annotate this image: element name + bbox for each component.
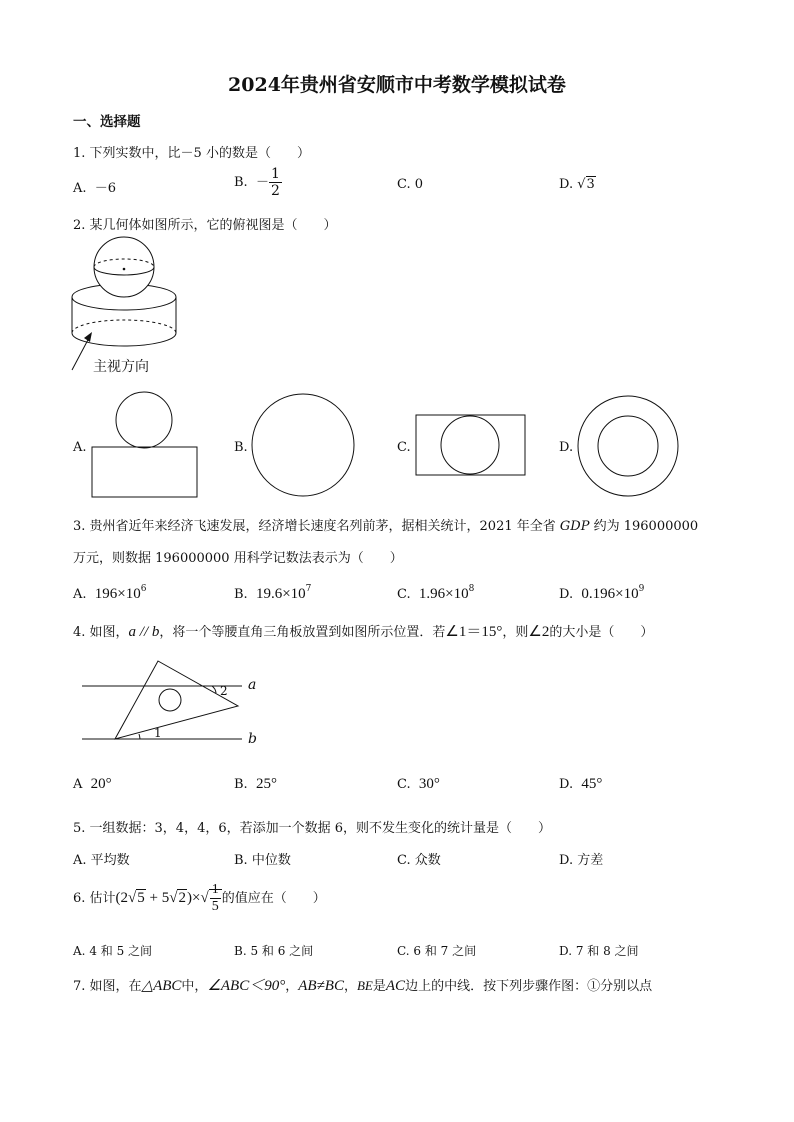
q6-expr-radicand1: 5 (137, 889, 145, 906)
q4-angle1-cond: ∠1＝15° (445, 624, 503, 640)
q1-b-sign: － (255, 175, 269, 190)
q5-option-a (73, 849, 130, 868)
q5-d-label: D. (559, 853, 574, 868)
q4-option-d (559, 776, 602, 793)
q6-frac-num: 1 (211, 882, 219, 897)
q7-is: 是 (372, 979, 386, 994)
q6-a-value: 4 和 5 之间 (89, 944, 153, 958)
q4-line-a-label: a (248, 677, 257, 693)
q4-angle2-label: 2 (220, 684, 228, 698)
q6-option-c (397, 942, 476, 959)
q3-c-label: C. (397, 587, 411, 602)
q3-d-base: 0.196×10 (581, 586, 639, 602)
q6-c-value: 6 和 7 之间 (413, 944, 477, 958)
q5-a-value: 平均数 (90, 853, 130, 868)
q7-zhong: 中， (181, 979, 208, 994)
q1-option-d: D. √3 (559, 177, 595, 192)
q3-gdp: GDP (559, 519, 590, 534)
q6-expr-plus: + 5 (145, 889, 170, 906)
q6-d-value: 7 和 8 之间 (575, 944, 639, 958)
q2-stem: 2. 某几何体如图所示，它的俯视图是（ ） (73, 218, 337, 233)
q7-stem-pre: 7. 如图，在 (73, 979, 142, 994)
q6-expr-close: )× (186, 889, 201, 906)
q5-stem: 5. 一组数据：3，4，4，6，若添加一个数据 6，则不发生变化的统计量是（ ） (73, 821, 552, 836)
q7-stem-post: 边上的中线．按下列步骤作图：①分别以点 (405, 979, 653, 994)
q3-b-label: B. (234, 587, 248, 602)
q3-a-exp: 6 (140, 584, 147, 594)
q1-d-radicand: 3 (586, 177, 595, 192)
q5-a-label: A. (73, 853, 87, 868)
q6-fraction (210, 882, 221, 915)
q1-c-value: 0 (414, 177, 424, 192)
q6-a-label: A. (73, 944, 86, 958)
q6-expr-open: (2 (115, 889, 129, 906)
q4-c-value: 30° (418, 776, 440, 792)
q4-option-a (73, 776, 112, 793)
q4-stem-end: 的大小是（ ） (549, 625, 654, 640)
q2-view-direction-label: 主视方向 (93, 359, 149, 375)
q5-b-label: B. (234, 853, 248, 868)
q4-d-value: 45° (581, 776, 603, 792)
q7-comma: ， (285, 979, 299, 994)
q3-stem-line2: 万元，则数据 196000000 用科学记数法表示为（ ） (73, 551, 403, 566)
q6-expr-radicand2: 2 (178, 889, 186, 906)
q3-d-label: D. (559, 587, 574, 602)
page-title: 2024年贵州省安顺市中考数学模拟试卷 (228, 74, 566, 96)
q1-b-numerator: 1 (270, 166, 280, 182)
q7-triangle: △ABC (141, 978, 182, 994)
q4-line-b-label: b (248, 731, 257, 747)
q3-c-exp: 8 (468, 584, 475, 594)
q3-b-base: 19.6×10 (255, 586, 306, 602)
q3-stem-value: 约为 196000000 (593, 519, 699, 534)
q2-a-label: A. (73, 440, 87, 455)
q1-a-label: A. (73, 181, 87, 196)
q6-option-b (234, 942, 313, 959)
q4-angle1-label: 1 (154, 726, 162, 740)
q5-d-value: 方差 (577, 853, 604, 868)
q2-d-label: D. (559, 440, 574, 455)
q6-stem-post: 的值应在（ ） (221, 890, 326, 906)
q2-b-label: B. (234, 440, 248, 455)
q1-b-label: B. (234, 175, 248, 190)
q5-option-b (234, 849, 291, 868)
q4-b-value: 25° (255, 776, 277, 792)
q1-b-denominator: 2 (270, 183, 280, 199)
q3-a-base: 196×10 (94, 586, 141, 602)
q7-cond2: AB≠BC (298, 978, 344, 994)
q6-option-a (73, 942, 152, 959)
q7-cond1: ∠ABC＜90° (207, 978, 286, 994)
q5-b-value: 中位数 (251, 853, 291, 868)
q7-comma2: ， (343, 979, 357, 994)
q6-stem (73, 882, 326, 915)
q4-parallel: a // b (128, 624, 160, 640)
q3-a-label: A. (73, 587, 87, 602)
q3-b-exp: 7 (305, 584, 312, 594)
q1-a-value: －6 (94, 181, 117, 196)
q1-c-label: C. (397, 177, 411, 192)
q4-b-label: B. (234, 777, 248, 792)
q6-expression: (2√5 + 5√2)×√ $\frac{1}{5}$ (116, 889, 222, 906)
q5-option-d (559, 849, 603, 868)
q4-angle2: ∠2 (528, 624, 550, 640)
q5-option-c (397, 849, 441, 868)
q7-ac: AC (385, 978, 406, 994)
q6-d-label: D. (559, 944, 573, 958)
q4-option-c (397, 776, 440, 793)
q6-c-label: C. (397, 944, 410, 958)
q4-stem-mid: ，将一个等腰直角三角板放置到如图所示位置．若 (159, 625, 446, 640)
section-heading: 一、选择题 (73, 114, 141, 130)
q7-be: BE (356, 978, 373, 993)
q1-d-label: D. (559, 177, 574, 192)
q6-b-value: 5 和 6 之间 (250, 944, 314, 958)
q5-c-value: 众数 (414, 853, 441, 868)
q4-d-label: D. (559, 777, 574, 792)
q2-c-label: C. (397, 440, 411, 455)
q3-stem-text: 3. 贵州省近年来经济飞速发展，经济增长速度名列前茅，据相关统计，2021 年全省 (73, 519, 556, 534)
q4-stem-post: ，则 (502, 625, 529, 640)
q6-frac-den: 5 (211, 899, 219, 914)
q1-stem: 1. 下列实数中，比－5 小的数是（ ） (73, 146, 310, 161)
q4-a-label: A (73, 777, 83, 792)
q7-stem (73, 974, 652, 995)
q3-d-exp: 9 (638, 584, 645, 594)
q6-b-label: B. (234, 944, 247, 958)
q4-stem-pre: 4. 如图， (73, 625, 129, 640)
q6-stem-pre: 6. 估计 (73, 890, 116, 906)
q4-a-value: 20° (90, 776, 112, 792)
q4-c-label: C. (397, 777, 411, 792)
q3-c-base: 1.96×10 (418, 586, 469, 602)
q6-option-d (559, 942, 639, 959)
q5-c-label: C. (397, 853, 411, 868)
q4-option-b (234, 776, 277, 793)
